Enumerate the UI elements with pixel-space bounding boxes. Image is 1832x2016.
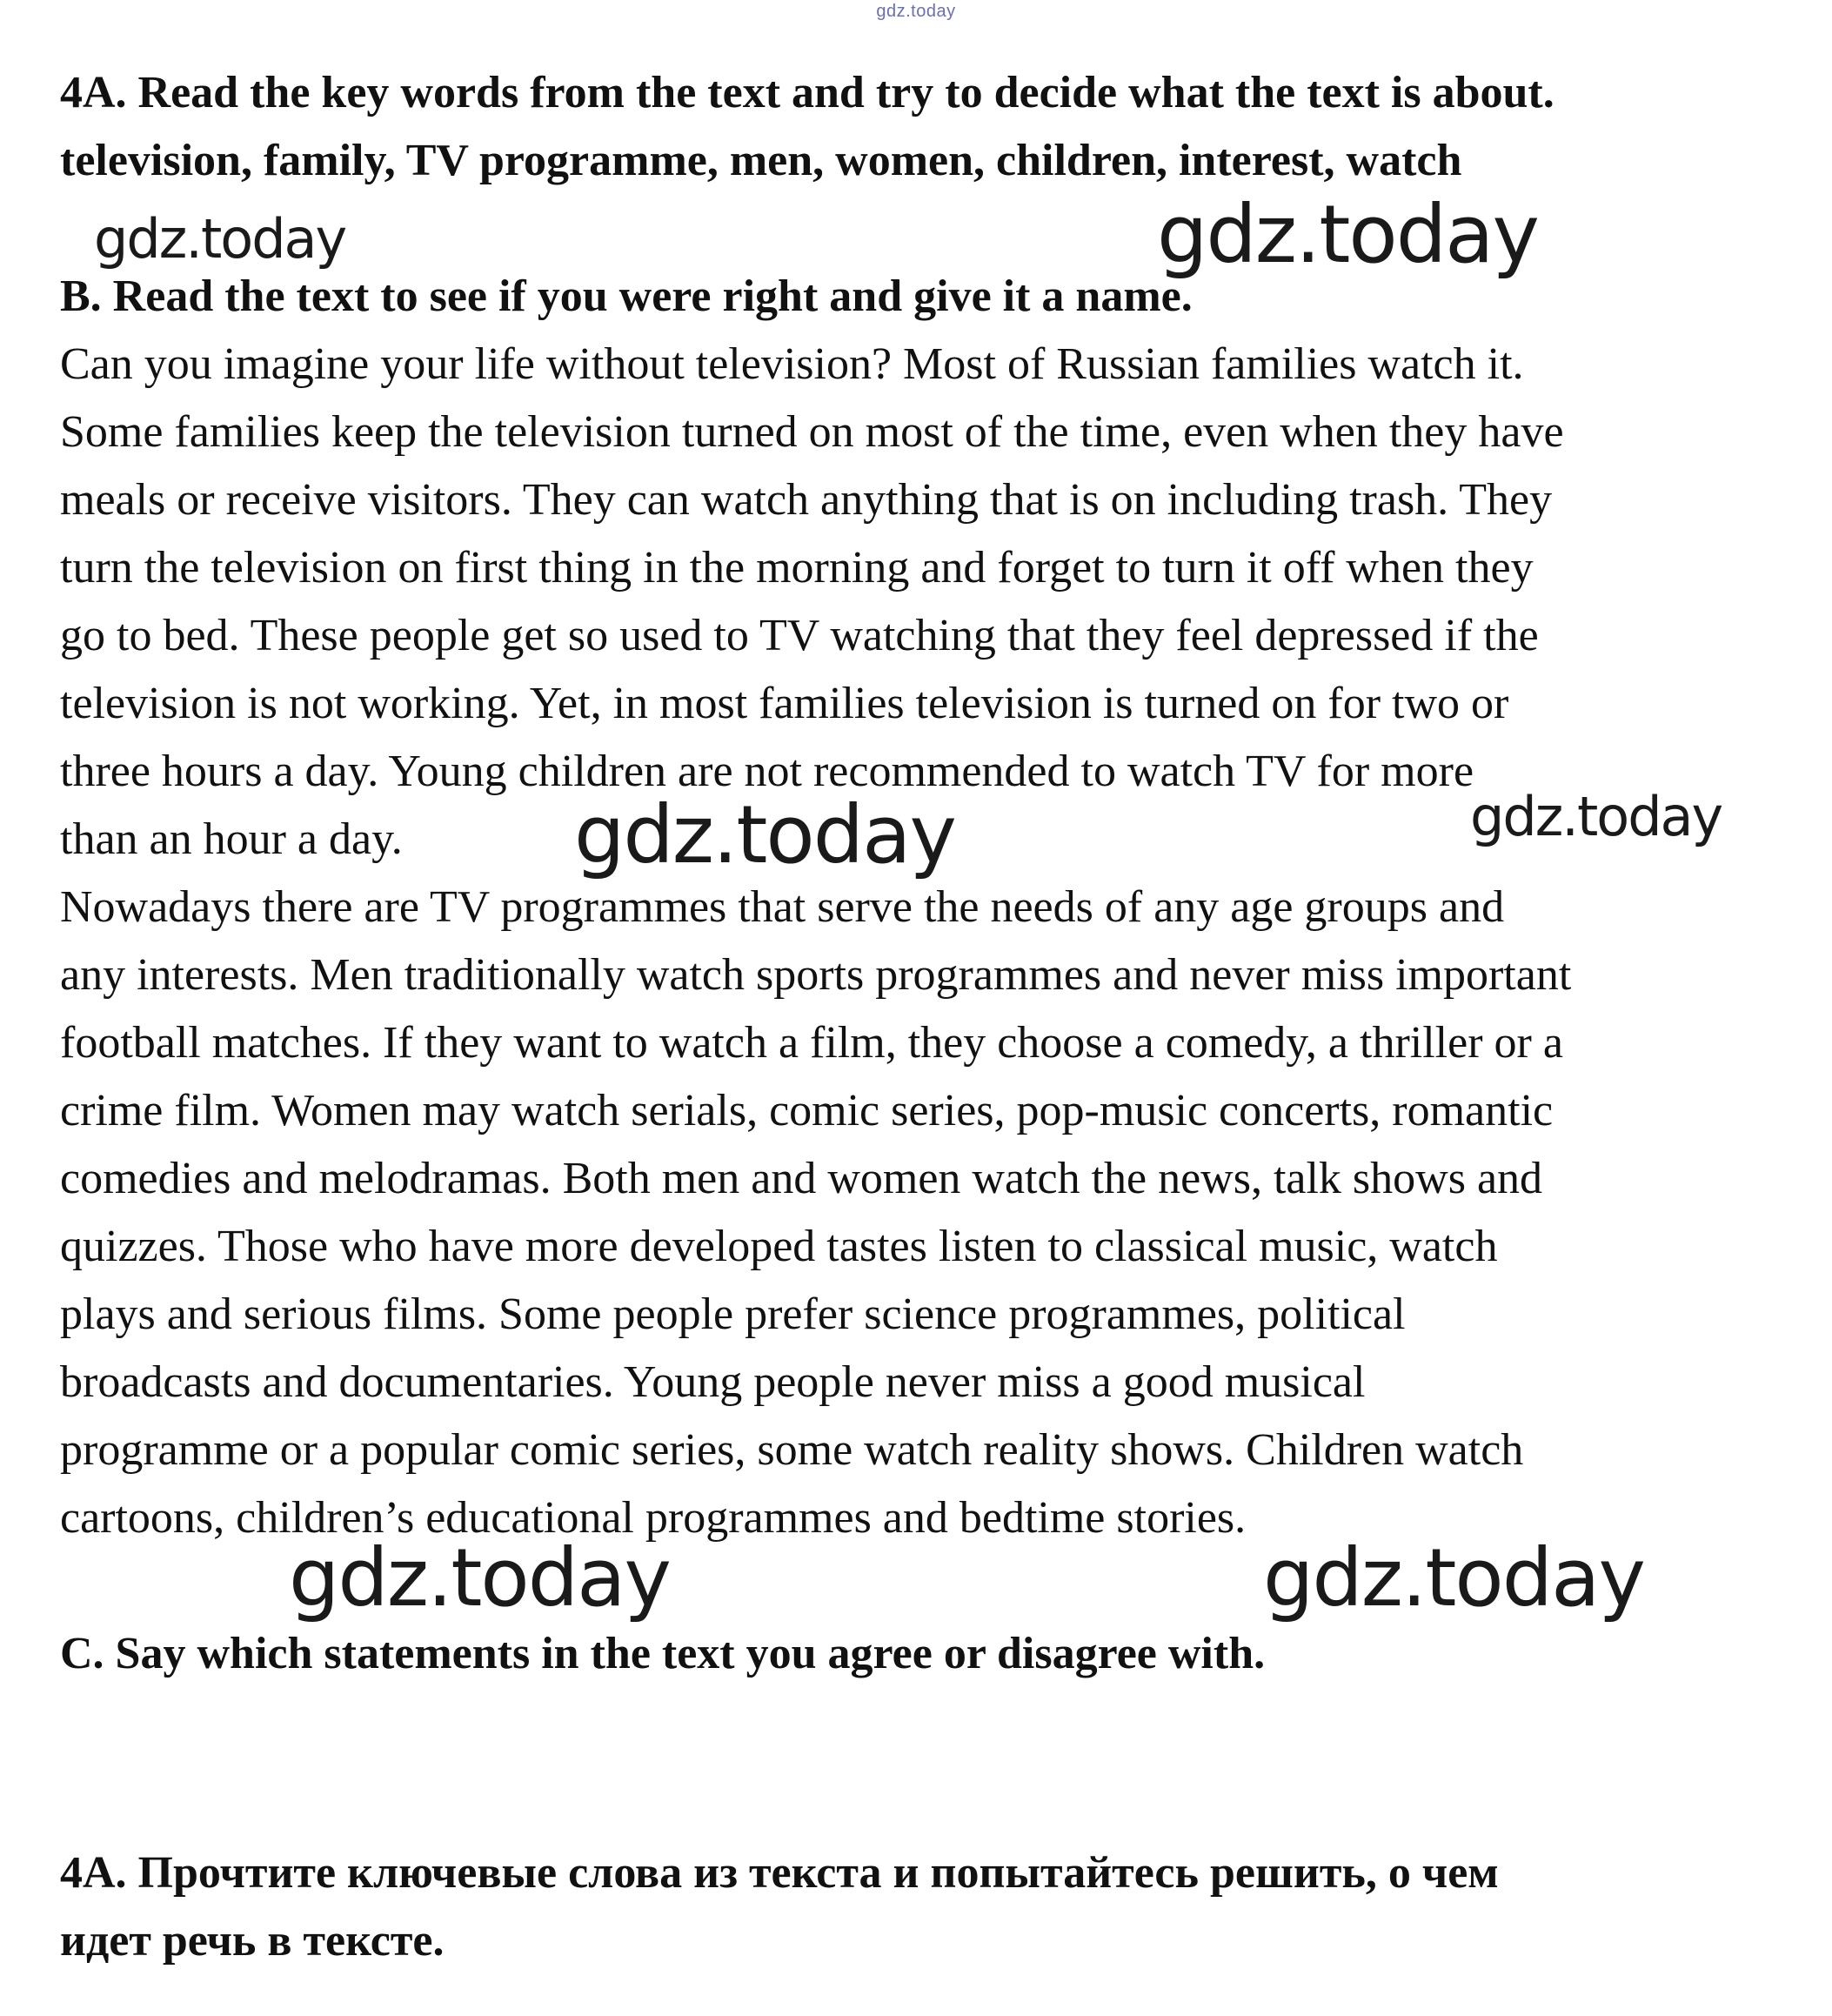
text-line: comedies and melodramas. Both men and women watch the news, talk shows and [60,1154,1543,1203]
watermark: gdz.today [94,207,346,271]
section-b-text [60,331,1791,1552]
text-line: go to bed. These people get so used to TV watching that they feel depressed if the [60,611,1539,660]
text-line: quizzes. Those who have more developed tastes listen to classical music, watch [60,1222,1498,1271]
top-watermark: gdz.today [876,2,956,21]
text-line: Nowadays there are TV programmes that serve the needs of any age groups and [60,882,1505,932]
text-line: turn the television on first thing in the morning and forget to turn it off when they [60,543,1534,593]
watermark: gdz.today [1157,188,1538,281]
text-line: than an hour a day. [60,814,403,864]
text-line: Can you imagine your life without television? Most of Russian families watch it. [60,339,1524,389]
watermark: gdz.today [289,1531,670,1624]
document-body [60,59,1791,1975]
ru-title-line: 4A. Прочтите ключевые слова из текста и попытайтесь решить, о чем [60,1848,1499,1898]
section-a-title: 4A. Read the key words from the text and try to decide what the text is about. [60,68,1555,117]
section-c-title: C. Say which statements in the text you agree or disagree with. [60,1629,1266,1678]
text-line: football matches. If they want to watch a film, they choose a comedy, a thriller or a [60,1018,1563,1068]
section-a-keywords: television, family, TV programme, men, women, children, interest, watch [60,136,1462,185]
section-b-title: B. Read the text to see if you were right and give it a name. [60,271,1193,321]
text-line: three hours a day. Young children are not recommended to watch TV for more [60,747,1474,796]
text-line: plays and serious films. Some people prefer science programmes, political [60,1289,1406,1339]
watermark: gdz.today [1263,1531,1644,1624]
text-line: television is not working. Yet, in most families television is turned on for two or [60,679,1509,728]
section-ru-title [60,1839,1791,1975]
text-line: any interests. Men traditionally watch sports programmes and never miss important [60,950,1572,1000]
text-line: broadcasts and documentaries. Young people never miss a good musical [60,1357,1366,1407]
text-line: cartoons, children’s educational programmes and bedtime stories. [60,1493,1247,1543]
watermark: gdz.today [1470,785,1722,848]
text-line: meals or receive visitors. They can watch anything that is on including trash. They [60,475,1553,525]
watermark: gdz.today [574,788,955,881]
text-line: crime film. Women may watch serials, comic series, pop-music concerts, romantic [60,1086,1554,1135]
ru-title-line: идет речь в тексте. [60,1916,445,1966]
text-line: Some families keep the television turned on most of the time, even when they have [60,407,1564,457]
text-line: programme or a popular comic series, some watch reality shows. Children watch [60,1425,1524,1475]
